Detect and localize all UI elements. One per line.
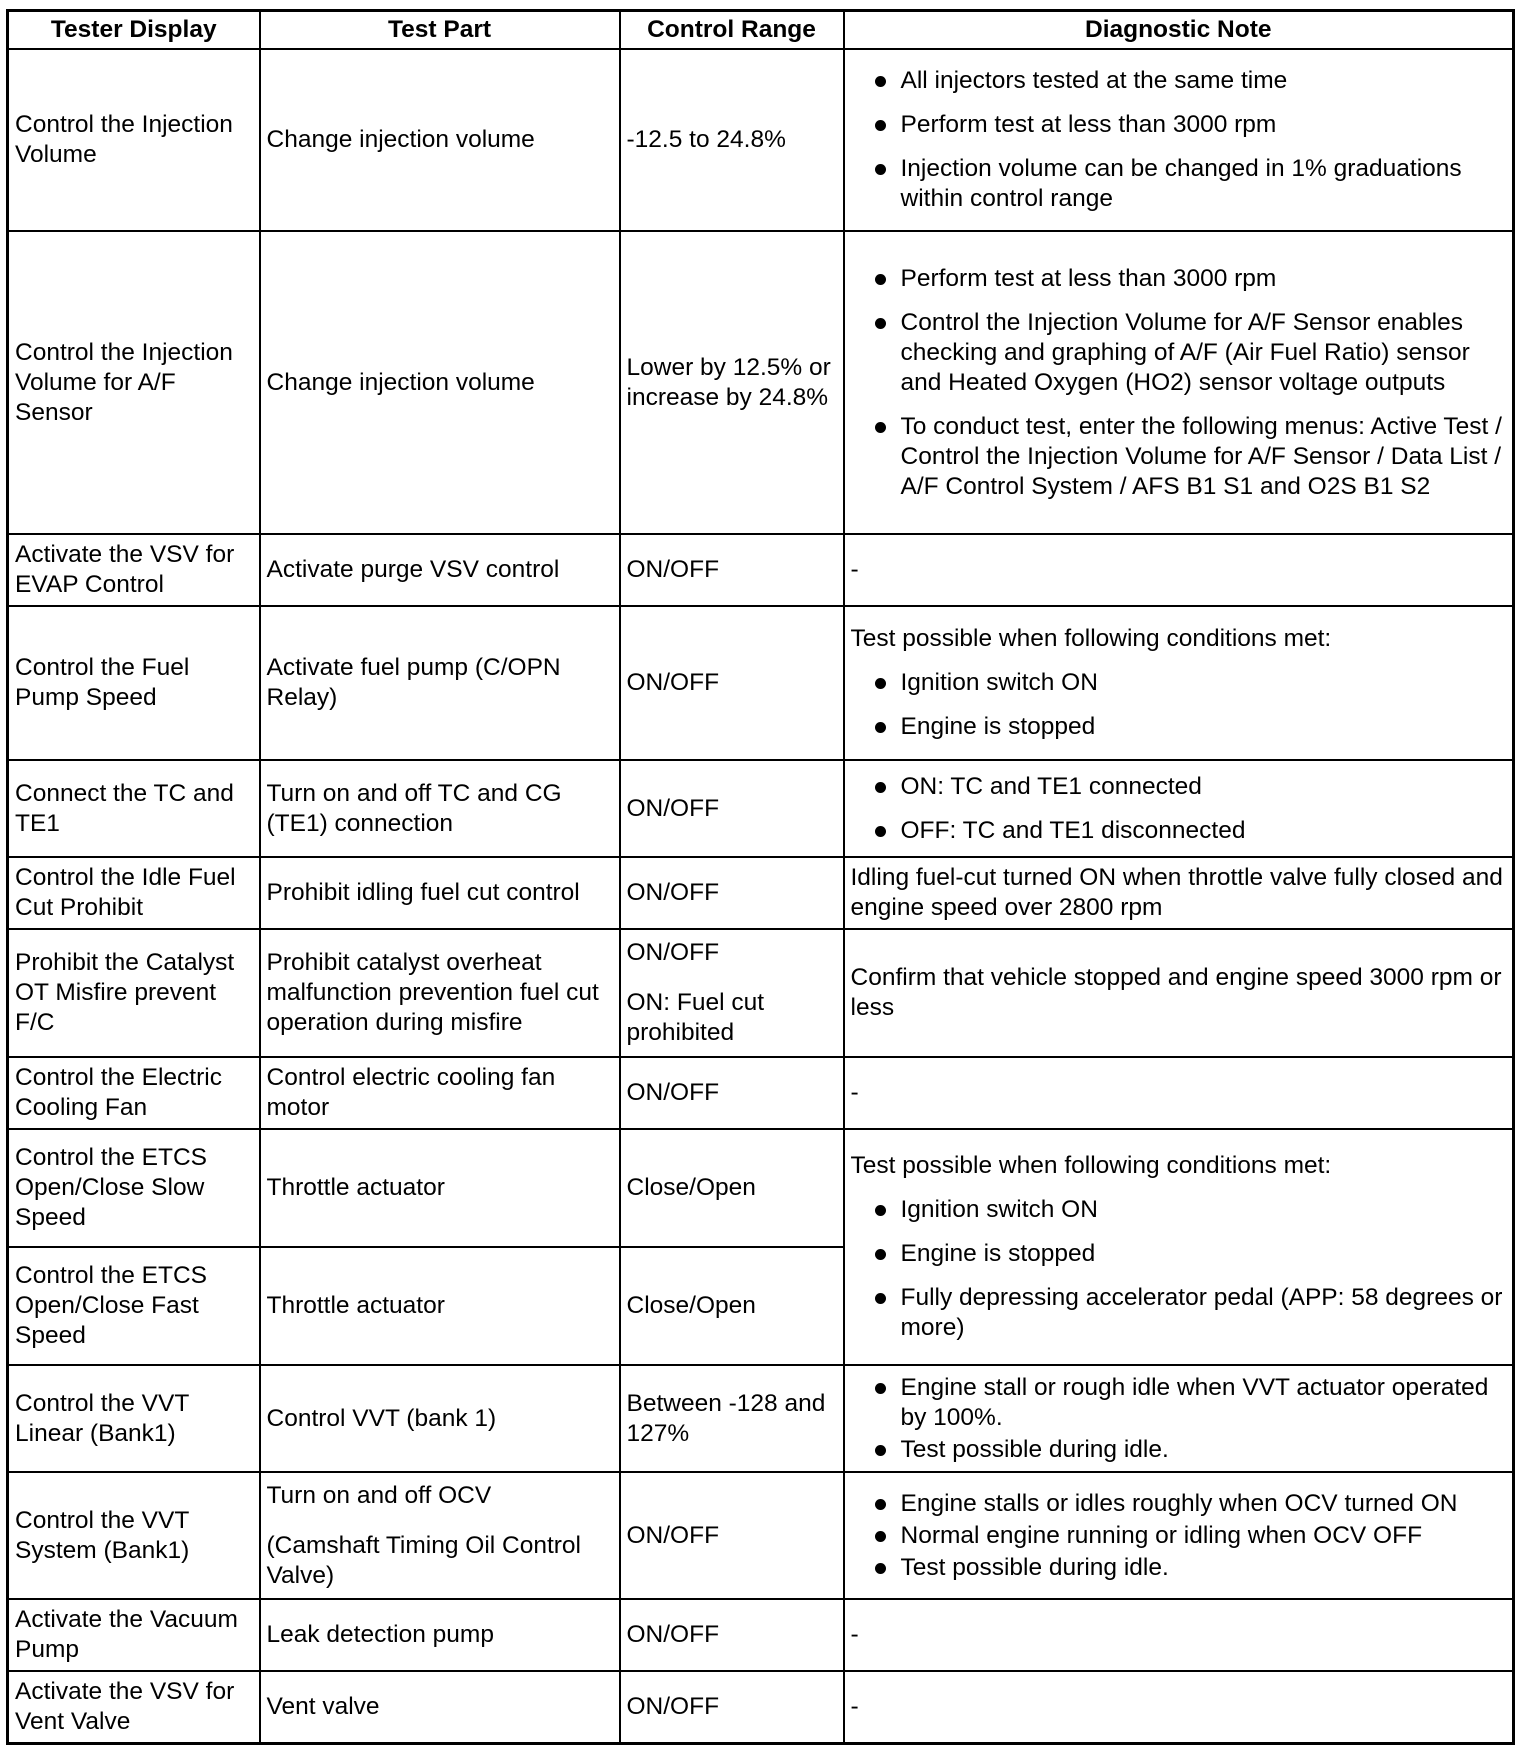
cell-tester-display: Activate the Vacuum Pump (8, 1599, 260, 1671)
cell-diagnostic-note (844, 1129, 1514, 1365)
cell-test-part (260, 1472, 620, 1599)
cell-diagnostic-note (844, 929, 1514, 1057)
test-part-text: Prohibit catalyst overheat malfunction prevention fuel cut operation during misfire (266, 949, 599, 1036)
control-range-text: ON: Fuel cut prohibited (626, 989, 765, 1046)
note-bullet-item: Engine is stopped (851, 1239, 1507, 1269)
cell-diagnostic-note (844, 857, 1514, 929)
table-row (8, 231, 1514, 534)
cell-tester-display: Connect the TC and TE1 (8, 760, 260, 857)
cell-control-range (620, 534, 844, 606)
control-range-text: ON/OFF (626, 1692, 720, 1720)
note-bullet-item: Test possible during idle. (851, 1435, 1507, 1465)
cell-tester-display: Control the Idle Fuel Cut Prohibit (8, 857, 260, 929)
table-row (8, 1057, 1514, 1129)
control-range-text: Close/Open (626, 1174, 756, 1201)
cell-tester-display: Control the VVT Linear (Bank1) (8, 1365, 260, 1472)
control-range-text: ON/OFF (626, 556, 720, 583)
cell-tester-display: Control the Electric Cooling Fan (8, 1057, 260, 1129)
note-bullet-item: Injection volume can be changed in 1% graduations within control range (851, 154, 1507, 214)
note-text: Idling fuel-cut turned ON when throttle valve fully closed and engine speed over 2800 rpm (850, 864, 1503, 921)
note-bullet-list (851, 1195, 1507, 1343)
cell-test-part (260, 534, 620, 606)
test-part-text: Activate purge VSV control (266, 556, 560, 583)
header-test-part: Test Part (260, 11, 620, 50)
control-range-text: Between -128 and 127% (626, 1389, 826, 1447)
cell-tester-display: Control the Injection Volume (8, 49, 260, 231)
cell-control-range (620, 49, 844, 231)
table-row (8, 606, 1514, 760)
note-bullet-item: Ignition switch ON (851, 668, 1507, 698)
test-part-text: Activate fuel pump (C/OPN Relay) (266, 654, 561, 711)
cell-control-range (620, 1599, 844, 1671)
control-range-text: ON/OFF (626, 669, 720, 696)
test-part-text: Control electric cooling fan motor (266, 1064, 556, 1121)
control-range-text: -12.5 to 24.8% (626, 126, 786, 153)
cell-tester-display: Control the ETCS Open/Close Slow Speed (8, 1129, 260, 1247)
note-text: - (850, 1692, 859, 1720)
cell-test-part (260, 1129, 620, 1247)
note-bullet-item: All injectors tested at the same time (851, 66, 1507, 96)
control-range-text: ON/OFF (626, 1521, 720, 1549)
note-bullet-list (851, 772, 1507, 846)
note-bullet-item: Test possible during idle. (851, 1553, 1507, 1583)
note-bullet-item: Normal engine running or idling when OCV OFF (851, 1521, 1507, 1551)
table-row (8, 760, 1514, 857)
cell-diagnostic-note (844, 1057, 1514, 1129)
cell-control-range (620, 231, 844, 534)
cell-test-part (260, 760, 620, 857)
test-part-text: Turn on and off TC and CG (TE1) connection (266, 779, 562, 837)
cell-tester-display: Activate the VSV for Vent Valve (8, 1671, 260, 1743)
note-bullet-item: Engine stall or rough idle when VVT actuator operated by 100%. (851, 1373, 1507, 1433)
cell-test-part (260, 231, 620, 534)
cell-tester-display: Activate the VSV for EVAP Control (8, 534, 260, 606)
cell-control-range (620, 1671, 844, 1743)
cell-diagnostic-note (844, 534, 1514, 606)
note-bullet-item: OFF: TC and TE1 disconnected (851, 816, 1507, 846)
cell-diagnostic-note (844, 1472, 1514, 1599)
table-row (8, 1365, 1514, 1472)
cell-control-range (620, 1472, 844, 1599)
note-bullet-item: Ignition switch ON (851, 1195, 1507, 1225)
test-part-text: Change injection volume (266, 126, 535, 153)
test-part-text: Throttle actuator (266, 1292, 445, 1319)
test-part-text: Throttle actuator (266, 1174, 445, 1201)
active-test-table (6, 9, 1515, 1745)
note-bullet-list (851, 1489, 1507, 1583)
header-control-range: Control Range (620, 11, 844, 50)
control-range-text: ON/OFF (626, 1079, 720, 1106)
test-part-text: Vent valve (266, 1692, 380, 1720)
control-range-text: ON/OFF (626, 879, 720, 906)
cell-diagnostic-note (844, 760, 1514, 857)
table-row (8, 1671, 1514, 1743)
cell-test-part (260, 606, 620, 760)
cell-diagnostic-note (844, 1365, 1514, 1472)
cell-test-part (260, 1057, 620, 1129)
table-row (8, 929, 1514, 1057)
cell-control-range (620, 760, 844, 857)
test-part-text: Control VVT (bank 1) (266, 1404, 497, 1432)
note-text: - (850, 556, 859, 583)
note-text: Confirm that vehicle stopped and engine speed 3000 rpm or less (850, 964, 1502, 1021)
control-range-text: ON/OFF (626, 939, 720, 966)
note-bullet-item: Engine stalls or idles roughly when OCV turned ON (851, 1489, 1507, 1519)
cell-control-range (620, 1129, 844, 1247)
cell-test-part (260, 49, 620, 231)
cell-tester-display: Control the ETCS Open/Close Fast Speed (8, 1247, 260, 1365)
cell-diagnostic-note (844, 231, 1514, 534)
note-text: - (850, 1621, 859, 1648)
header-row (8, 11, 1514, 50)
note-lead-text: Test possible when following conditions met: (850, 1152, 1332, 1179)
note-bullet-list (851, 66, 1507, 214)
cell-control-range (620, 1247, 844, 1365)
cell-test-part (260, 1671, 620, 1743)
test-part-text: (Camshaft Timing Oil Control Valve) (266, 1531, 582, 1589)
control-range-text: Close/Open (626, 1292, 756, 1319)
cell-tester-display: Prohibit the Catalyst OT Misfire prevent F/C (8, 929, 260, 1057)
note-bullet-item: Perform test at less than 3000 rpm (851, 110, 1507, 140)
header-tester-display: Tester Display (8, 11, 260, 50)
cell-diagnostic-note (844, 49, 1514, 231)
note-text: - (850, 1079, 859, 1106)
note-bullet-item: To conduct test, enter the following menus: Active Test / Control the Injection Volume for A/F Sensor / Data List / A/F Control System / AFS B1 S1 and O2S B1 S2 (851, 412, 1507, 502)
test-part-text: Turn on and off OCV (266, 1481, 492, 1509)
note-bullet-list (851, 668, 1507, 742)
note-bullet-item: Fully depressing accelerator pedal (APP: 58 degrees or more) (851, 1283, 1507, 1343)
table-row (8, 1599, 1514, 1671)
cell-tester-display: Control the Fuel Pump Speed (8, 606, 260, 760)
control-range-text: Lower by 12.5% or increase by 24.8% (626, 353, 831, 411)
cell-test-part (260, 857, 620, 929)
cell-control-range (620, 929, 844, 1057)
note-bullet-item: Control the Injection Volume for A/F Sensor enables checking and graphing of A/F (Air Fuel Ratio) sensor and Heated Oxygen (HO2) sensor voltage outputs (851, 308, 1507, 398)
table-row (8, 1472, 1514, 1599)
control-range-text: ON/OFF (626, 1621, 720, 1648)
note-bullet-item: Engine is stopped (851, 712, 1507, 742)
test-part-text: Prohibit idling fuel cut control (266, 879, 580, 906)
table-row (8, 49, 1514, 231)
cell-diagnostic-note (844, 606, 1514, 760)
cell-tester-display: Control the VVT System (Bank1) (8, 1472, 260, 1599)
table-row (8, 534, 1514, 606)
control-range-text: ON/OFF (626, 794, 720, 822)
test-part-text: Leak detection pump (266, 1621, 494, 1648)
note-bullet-item: ON: TC and TE1 connected (851, 772, 1507, 802)
note-bullet-list (851, 1373, 1507, 1465)
cell-diagnostic-note (844, 1599, 1514, 1671)
note-bullet-item: Perform test at less than 3000 rpm (851, 264, 1507, 294)
cell-tester-display: Control the Injection Volume for A/F Sensor (8, 231, 260, 534)
cell-control-range (620, 857, 844, 929)
cell-control-range (620, 1365, 844, 1472)
cell-test-part (260, 1365, 620, 1472)
cell-control-range (620, 606, 844, 760)
header-diagnostic-note: Diagnostic Note (844, 11, 1514, 50)
note-lead-text: Test possible when following conditions met: (850, 625, 1332, 652)
cell-test-part (260, 929, 620, 1057)
cell-test-part (260, 1599, 620, 1671)
cell-control-range (620, 1057, 844, 1129)
note-bullet-list (851, 264, 1507, 502)
cell-diagnostic-note (844, 1671, 1514, 1743)
test-part-text: Change injection volume (266, 368, 535, 396)
cell-test-part (260, 1247, 620, 1365)
table-row (8, 857, 1514, 929)
table-row (8, 1129, 1514, 1247)
